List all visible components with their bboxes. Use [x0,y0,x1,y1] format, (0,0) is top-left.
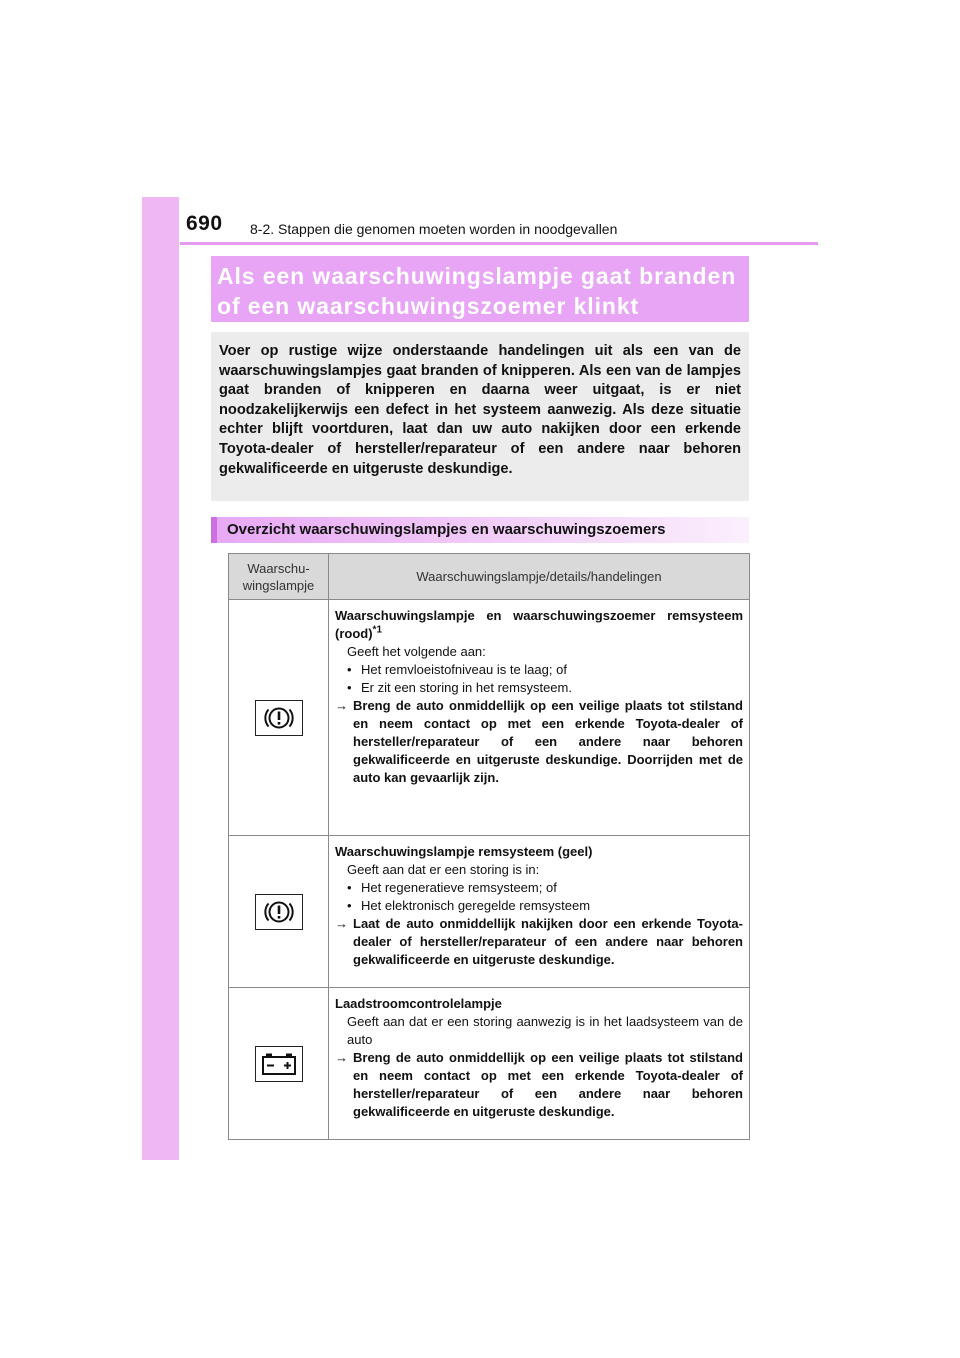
arrow-icon: → [335,698,348,713]
bullet-text: Het remvloeistofniveau is te laag; of [361,662,567,677]
action-text [335,915,743,969]
action-text [335,1049,743,1121]
bullet-text: Er zit een storing in het remsysteem. [361,680,572,695]
battery-icon [255,1046,303,1082]
page-number: 690 [186,212,223,235]
arrow-icon: → [335,1050,348,1065]
page-title-line-1: Als een waarschuwingslampje gaat branden [217,263,737,289]
brake-warning-icon [255,894,303,930]
description-cell [329,600,750,836]
warning-title: Waarschuwingslampje remsysteem (geel) [335,844,593,859]
warning-title [335,607,743,643]
warning-text: Geeft het volgende aan: [347,644,486,659]
header-rule [180,242,818,245]
action-text [335,697,743,787]
action-body: Breng de auto onmiddellijk op een veilige plaats tot stilstand en neem contact op met een erkende Toyota-dealer of hersteller/reparateur of een andere naar behoren gekwalificeerde en uitgeruste deskundige. Doorrijden met de auto kan gevaarlijk zijn. [353,698,743,785]
table-header-row [229,554,750,600]
list-item [335,897,743,915]
table-row [229,600,750,836]
description-cell [329,836,750,988]
warning-text: Geeft aan dat er een storing is in: [347,862,540,877]
arrow-icon: → [335,916,348,931]
footnote-marker: *1 [372,624,382,636]
intro-text: Voer op rustige wijze onderstaande handelingen uit als een van de waarschuwingslampjes gaat branden of knipperen. Als een van de lampjes gaat branden of knipperen en daarna weer uitgaat, is er niet noodzakelijkerwijs een defect in het systeem aanwezig. Als deze situatie echter blijft voortduren, laat dan uw auto nakijken door een erkende Toyota-dealer of hersteller/reparateur of een andere naar behoren gekwalificeerde en uitgeruste deskundige. [219,343,741,477]
section-tab-bar [142,197,179,1160]
table-row [229,988,750,1140]
list-item [335,879,743,897]
list-item [335,661,743,679]
intro-box [211,332,749,501]
table-row [229,836,750,988]
icon-cell [229,836,329,988]
running-head: 8-2. Stappen die genomen moeten worden in noodgevallen [250,221,618,237]
header-text: Waarschu- [247,560,310,576]
bullet: • [347,680,352,695]
warning-title-text: Waarschuwingslampje en waarschuwingszoemer remsysteem (rood) [335,608,743,641]
page-title-line-2: of een waarschuwingszoemer klinkt [217,293,640,319]
warning-title: Laadstroomcontrolelampje [335,996,502,1011]
table-header-icon-col [229,554,329,600]
section-heading: Overzicht waarschuwingslampjes en waarschuwingszoemers [211,517,749,543]
icon-cell [229,988,329,1140]
action-body: Breng de auto onmiddellijk op een veilige plaats tot stilstand en neem contact op met een erkende Toyota-dealer of hersteller/reparateur of een andere naar behoren gekwalificeerde en uitgeruste deskundige. [353,1050,743,1119]
list-item [335,679,743,697]
icon-cell [229,600,329,836]
bullet: • [347,880,352,895]
bullet-text: Het regeneratieve remsysteem; of [361,880,557,895]
warning-lights-table [228,553,750,1140]
brake-warning-icon [255,700,303,736]
bullet-text: Het elektronisch geregelde remsysteem [361,898,591,913]
page-title [211,256,749,322]
bullet: • [347,898,352,913]
warning-text: Geeft aan dat er een storing aanwezig is in het laadsysteem van de auto [347,1014,743,1047]
bullet: • [347,662,352,677]
table-header-details-col: Waarschuwingslampje/details/handelingen [329,554,750,600]
description-cell [329,988,750,1140]
header-text: wingslampje [242,577,315,593]
action-body: Laat de auto onmiddellijk nakijken door een erkende Toyota-dealer of hersteller/reparateur of een andere naar behoren gekwalificeerde en uitgeruste deskundige. [353,916,743,967]
